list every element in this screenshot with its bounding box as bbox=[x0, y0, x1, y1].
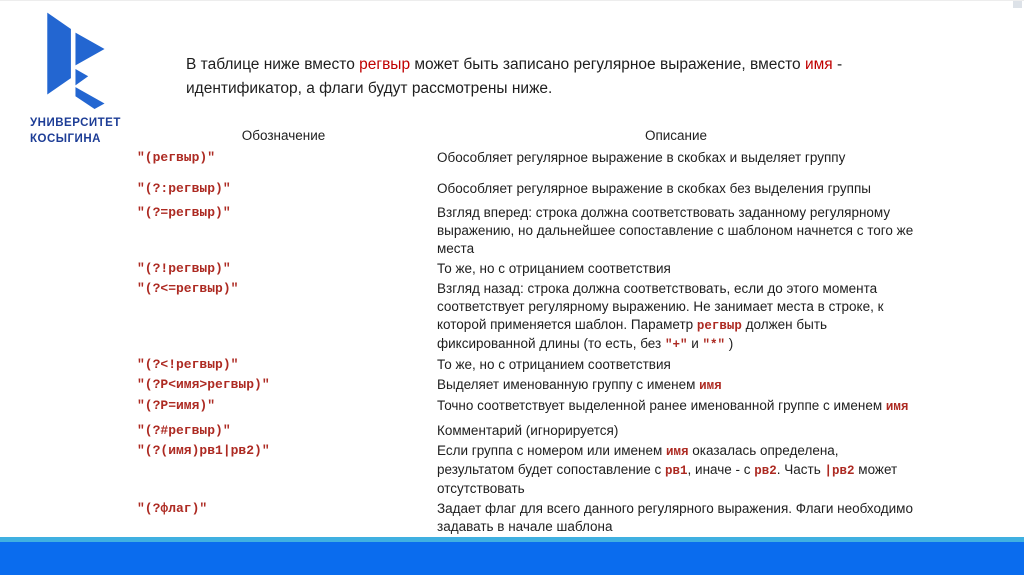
inline-code: "+" bbox=[664, 338, 688, 352]
text-segment: - bbox=[832, 56, 843, 73]
regex-table-body bbox=[0, 149, 1024, 536]
text-segment: может быть записано регулярное выражение, вместо bbox=[410, 56, 805, 73]
text-segment: оказалась определена, результатом будет сопоставление с bbox=[437, 443, 839, 477]
inline-code: имя bbox=[666, 445, 689, 459]
table-row bbox=[0, 280, 1024, 354]
text-segment: Обособляет регулярное выражение в скобках без выделения группы bbox=[437, 181, 871, 196]
regex-pattern: "(?флаг)" bbox=[137, 501, 208, 516]
university-name-line2: КОСЫГИНА bbox=[30, 132, 101, 145]
regex-pattern: "(?:регвыр)" bbox=[137, 181, 231, 196]
regex-description bbox=[437, 356, 919, 374]
regex-description bbox=[437, 376, 919, 395]
table-row bbox=[0, 442, 1024, 498]
text-segment: ) bbox=[725, 336, 734, 351]
inline-code: регвыр bbox=[696, 319, 742, 333]
text-segment: Точно соответствует выделенной ранее именованной группе с именем bbox=[437, 398, 886, 413]
table-row bbox=[0, 376, 1024, 395]
text-segment: . Часть bbox=[776, 462, 825, 477]
table-row bbox=[0, 204, 1024, 258]
text-segment: Комментарий (игнорируется) bbox=[437, 423, 619, 438]
text-segment: Задает флаг для всего данного регулярного выражения. Флаги необходимо задавать в начале шаблона bbox=[437, 501, 913, 534]
table-row bbox=[0, 356, 1024, 374]
regex-description bbox=[437, 422, 919, 440]
top-right-corner-mark bbox=[1013, 1, 1022, 8]
table-row bbox=[0, 260, 1024, 278]
text-segment: идентификатор, а флаги будут рассмотрены ниже. bbox=[186, 80, 553, 98]
text-segment: должен быть фиксированной длины (то есть, без bbox=[437, 317, 828, 351]
text-segment: Выделяет именованную группу с именем bbox=[437, 377, 700, 392]
regex-description bbox=[437, 260, 919, 278]
regex-description bbox=[437, 397, 919, 416]
red-term: регвыр bbox=[359, 56, 411, 73]
inline-code: имя bbox=[699, 379, 722, 393]
text-segment: В таблице ниже вместо bbox=[186, 56, 360, 73]
table-header-row bbox=[0, 128, 1024, 149]
university-logo bbox=[30, 9, 160, 147]
table-row bbox=[0, 180, 1024, 198]
regex-description bbox=[437, 149, 919, 167]
inline-code: "*" bbox=[702, 338, 726, 352]
text-segment: может отсутствовать bbox=[437, 462, 898, 496]
regex-table bbox=[0, 128, 1024, 538]
inline-code: рв1 bbox=[665, 464, 688, 478]
text-segment: То же, но с отрицанием соответствия bbox=[437, 357, 671, 372]
table-row bbox=[0, 397, 1024, 416]
regex-pattern: "(?!регвыр)" bbox=[137, 261, 231, 276]
column-header-description: Описание bbox=[644, 128, 708, 143]
regex-pattern: "(?(имя)рв1|рв2)" bbox=[137, 443, 270, 458]
kosygin-logo-icon bbox=[42, 9, 118, 109]
regex-pattern: "(?<=регвыр)" bbox=[137, 281, 239, 296]
text-segment: Взгляд назад: строка должна соответствовать, если до этого момента соответствует регулярному выражению. Не занимает места в строке, к которой применяется шаблон. Параметр bbox=[437, 281, 884, 332]
inline-code: имя bbox=[885, 400, 909, 414]
inline-code: рв2 bbox=[754, 464, 777, 478]
table-row bbox=[0, 500, 1024, 536]
regex-pattern: "(?=регвыр)" bbox=[137, 205, 231, 220]
footer-bar bbox=[0, 542, 1024, 575]
regex-pattern: "(?<!регвыр)" bbox=[137, 357, 239, 372]
column-header-designation: Обозначение bbox=[241, 128, 326, 143]
text-segment: , иначе - с bbox=[687, 462, 755, 477]
text-segment: Обособляет регулярное выражение в скобках и выделяет группу bbox=[437, 150, 846, 165]
table-row bbox=[0, 149, 1024, 167]
inline-code: |рв2 bbox=[824, 464, 855, 478]
intro-paragraph bbox=[186, 53, 986, 101]
regex-pattern: "(?P<имя>регвыр)" bbox=[137, 377, 270, 392]
regex-pattern: "(?P=имя)" bbox=[137, 398, 216, 413]
regex-description bbox=[437, 442, 919, 498]
text-segment: То же, но с отрицанием соответствия bbox=[437, 261, 671, 276]
regex-pattern: "(регвыр)" bbox=[137, 150, 216, 165]
regex-description bbox=[437, 500, 919, 536]
text-segment: Взгляд вперед: строка должна соответствовать заданному регулярному выражению, но дальнейшее сопоставление с шаблоном начнется с того же места bbox=[437, 205, 914, 256]
university-name-line1: УНИВЕРСИТЕТ bbox=[30, 117, 121, 129]
text-segment: и bbox=[687, 336, 703, 351]
regex-description bbox=[437, 280, 919, 354]
red-term: имя bbox=[804, 56, 833, 73]
text-segment: Если группа с номером или именем bbox=[437, 443, 667, 458]
regex-description bbox=[437, 180, 919, 198]
table-row bbox=[0, 422, 1024, 440]
regex-description bbox=[437, 204, 919, 258]
regex-pattern: "(?#регвыр)" bbox=[137, 423, 231, 438]
